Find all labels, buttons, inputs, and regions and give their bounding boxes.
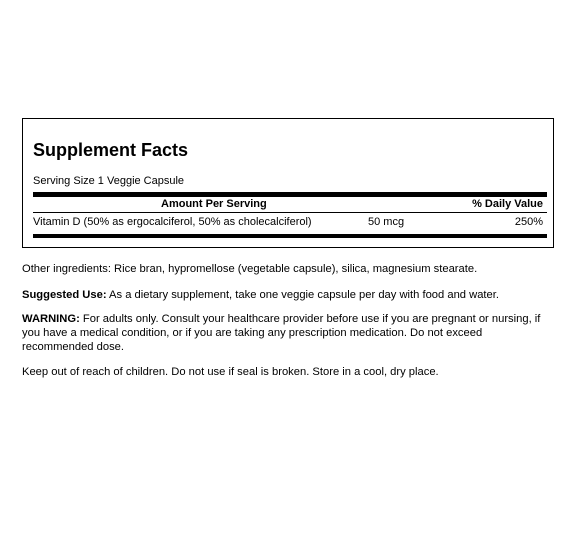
warning-label: WARNING:: [22, 313, 80, 325]
serving-size: Serving Size 1 Veggie Capsule: [33, 175, 185, 187]
thin-divider: [33, 212, 547, 213]
thick-divider: [33, 192, 547, 197]
nutrient-name: Vitamin D (50% as ergocalciferol, 50% as cholecalciferol): [33, 216, 312, 228]
amount-per-serving-header: Amount Per Serving: [161, 198, 267, 210]
nutrient-amount: 50 mcg: [368, 216, 405, 228]
suggested-use-text: As a dietary supplement, take one veggie capsule per day with food and water.: [106, 289, 499, 301]
warning: [22, 312, 552, 354]
other-ingredients: Other ingredients: Rice bran, hypromellose (vegetable capsule), silica, magnesium stearate.: [22, 263, 478, 275]
daily-value-header: % Daily Value: [472, 198, 543, 210]
facts-header-row: [33, 198, 547, 212]
storage-instructions: Keep out of reach of children. Do not use if seal is broken. Store in a cool, dry place.: [22, 366, 439, 378]
suggested-use-label: Suggested Use:: [22, 289, 107, 301]
nutrient-daily-value: 250%: [514, 216, 543, 228]
panel-title: Supplement Facts: [33, 140, 189, 160]
suggested-use: [22, 288, 552, 302]
nutrient-row: [33, 216, 547, 230]
bottom-divider: [33, 234, 547, 238]
supplement-facts-panel: [22, 118, 554, 248]
warning-text: For adults only. Consult your healthcare provider before use if you are pregnant or nursing, if you have a medical condition, or if you are taking any prescription medication. Do not exceed recommended dose.: [22, 313, 541, 353]
